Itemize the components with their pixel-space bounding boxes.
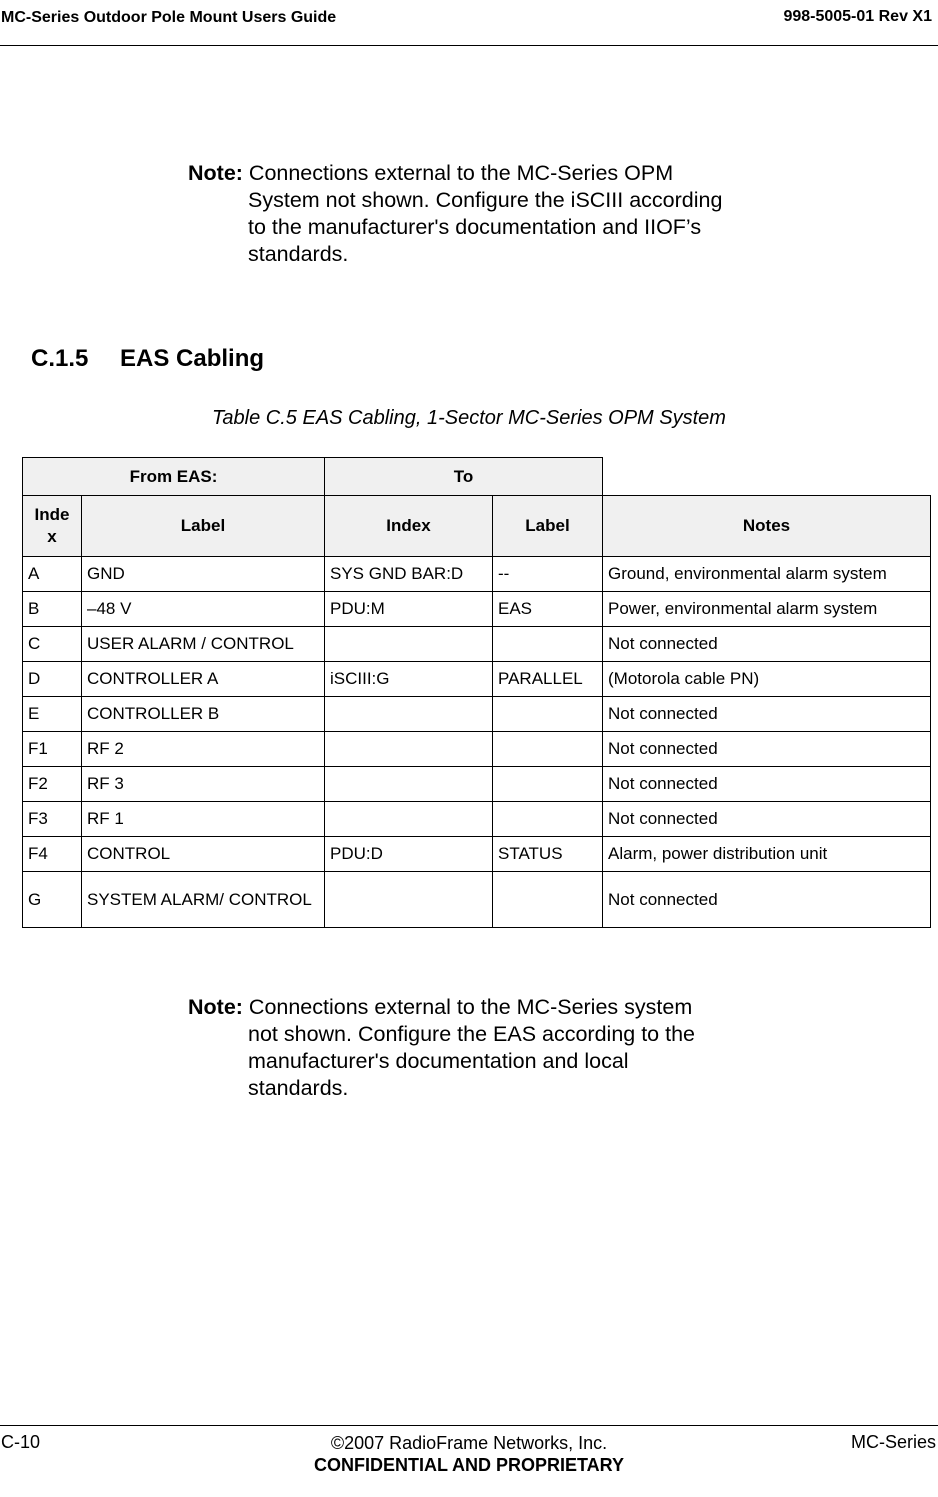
product-name: MC-Series [850, 1432, 936, 1452]
cell-index: D [23, 662, 82, 697]
note-text-line: Connections external to the MC-Series OPM [242, 161, 674, 185]
cell-label: RF 2 [82, 732, 325, 767]
cell-to-index [325, 627, 493, 662]
to-header: To [325, 458, 603, 496]
cell-to-index [325, 802, 493, 837]
cell-to-label: EAS [493, 592, 603, 627]
cell-label: RF 3 [82, 767, 325, 802]
section-number: C.1.5 [31, 345, 89, 372]
footer-rule [0, 1425, 938, 1426]
cell-to-label [493, 872, 603, 928]
cell-notes: Not connected [603, 872, 931, 928]
cell-to-label: -- [493, 557, 603, 592]
column-header-notes: Notes [603, 496, 931, 557]
cell-label: –48 V [82, 592, 325, 627]
cell-notes: Not connected [603, 802, 931, 837]
cell-notes: Power, environmental alarm system [603, 592, 931, 627]
section-heading [31, 345, 264, 373]
column-header-to-index: Index [325, 496, 493, 557]
note-eas [188, 994, 758, 1102]
eas-cabling-table [22, 457, 931, 928]
cell-label: CONTROLLER A [82, 662, 325, 697]
cell-to-label: STATUS [493, 837, 603, 872]
note-text-line: System not shown. Configure the iSCIII according [248, 188, 723, 212]
cell-to-index [325, 732, 493, 767]
note-text-line: not shown. Configure the EAS according to the [248, 1022, 695, 1046]
column-header-index: Inde x [23, 496, 82, 557]
cell-notes: Not connected [603, 697, 931, 732]
cell-label: GND [82, 557, 325, 592]
table-row [23, 627, 931, 662]
table-row [23, 837, 931, 872]
cell-to-label [493, 732, 603, 767]
cell-to-index: PDU:D [325, 837, 493, 872]
table-row [23, 662, 931, 697]
cell-label: RF 1 [82, 802, 325, 837]
cell-notes: Not connected [603, 767, 931, 802]
document-number: 998-5005-01 Rev X1 [783, 8, 932, 25]
copyright: ©2007 RadioFrame Networks, Inc. [330, 1433, 608, 1453]
cell-to-index: PDU:M [325, 592, 493, 627]
note-text-line: to the manufacturer's documentation and IIOF’s [248, 215, 702, 239]
note-iscii [188, 160, 758, 268]
column-header-label: Label [82, 496, 325, 557]
cell-label: USER ALARM / CONTROL [82, 627, 325, 662]
note-text-line: standards. [248, 242, 349, 266]
cell-to-label: PARALLEL [493, 662, 603, 697]
cell-to-index: SYS GND BAR:D [325, 557, 493, 592]
section-title: EAS Cabling [120, 345, 265, 372]
cell-index: F4 [23, 837, 82, 872]
cell-notes: Alarm, power distribution unit [603, 837, 931, 872]
cell-label: CONTROL [82, 837, 325, 872]
cell-label: CONTROLLER B [82, 697, 325, 732]
cell-to-label [493, 802, 603, 837]
cell-to-index [325, 767, 493, 802]
note-text-line: manufacturer's documentation and local [248, 1049, 629, 1073]
cell-to-index [325, 697, 493, 732]
header-rule [0, 45, 938, 46]
cell-index: F3 [23, 802, 82, 837]
cell-index: A [23, 557, 82, 592]
cell-index: B [23, 592, 82, 627]
table-row [23, 697, 931, 732]
cell-notes: Not connected [603, 627, 931, 662]
cell-to-index: iSCIII:G [325, 662, 493, 697]
table-row [23, 592, 931, 627]
table-row [23, 732, 931, 767]
cell-to-label [493, 627, 603, 662]
cell-notes: Not connected [603, 732, 931, 767]
cell-label: SYSTEM ALARM/ CONTROL [82, 872, 325, 928]
column-header-to-label: Label [493, 496, 603, 557]
cell-index: G [23, 872, 82, 928]
cell-to-label [493, 697, 603, 732]
cell-to-label [493, 767, 603, 802]
cell-to-index [325, 872, 493, 928]
note-label: Note: [188, 161, 243, 185]
cell-notes: Ground, environmental alarm system [603, 557, 931, 592]
cell-notes: (Motorola cable PN) [603, 662, 931, 697]
note-label: Note: [188, 995, 243, 1019]
table-caption: Table C.5 EAS Cabling, 1-Sector MC-Series OPM System [212, 407, 726, 429]
table-row [23, 557, 931, 592]
page-number: C-10 [1, 1432, 41, 1452]
cell-index: E [23, 697, 82, 732]
cell-index: C [23, 627, 82, 662]
cell-index: F2 [23, 767, 82, 802]
footer-center [0, 1432, 938, 1476]
cell-index: F1 [23, 732, 82, 767]
note-text-line: standards. [248, 1076, 349, 1100]
note-text-line: Connections external to the MC-Series system [242, 995, 693, 1019]
table-row [23, 802, 931, 837]
confidential-notice: CONFIDENTIAL AND PROPRIETARY [313, 1455, 624, 1475]
running-header-title: MC-Series Outdoor Pole Mount Users Guide [1, 9, 337, 26]
table-row [23, 767, 931, 802]
from-eas-header: From EAS: [23, 458, 325, 496]
table-row [23, 872, 931, 928]
